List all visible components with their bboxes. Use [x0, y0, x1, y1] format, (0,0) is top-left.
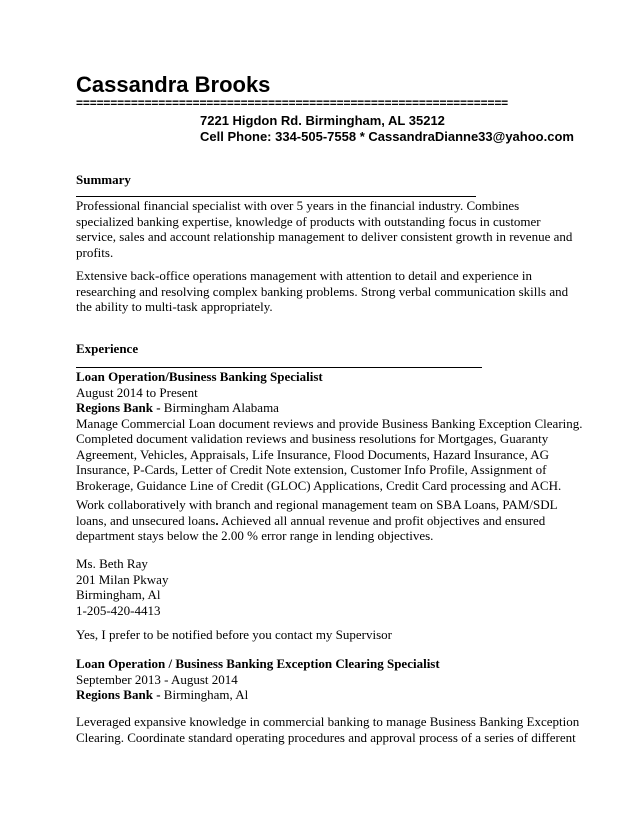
job-1-desc-2	[76, 497, 566, 544]
candidate-name: Cassandra Brooks	[76, 72, 271, 97]
job-desc-line	[76, 513, 566, 529]
summary-heading: Summary	[76, 172, 131, 187]
job-dates: August 2014 to Present	[76, 384, 198, 400]
job-employer-line	[76, 687, 566, 703]
summary-line: profits.	[76, 244, 114, 260]
summary-line: service, sales and account relationship management to deliver consistent growth in revenue and	[76, 229, 573, 244]
contact-phone-email: Cell Phone: 334-505-7558 * CassandraDianne33@yahoo.com	[200, 129, 574, 144]
job-2-desc	[76, 714, 580, 745]
summary-line: the ability to multi-task appropriately.	[76, 299, 273, 314]
job-desc-line: Brokerage, Guidance Line of Credit (GLOC) Applications, Credit Card processing and ACH.	[76, 477, 562, 493]
job-desc-line: Work collaboratively with branch and regional management team on SBA Loans, PAM/SDL	[76, 497, 558, 512]
job-2	[76, 656, 566, 703]
job-desc-line: Insurance, P-Cards, Letter of Credit Note extension, Customer Info Profile, Assignment of	[76, 462, 547, 477]
summary-line: Extensive back-office operations management with attention to detail and experience in	[76, 268, 533, 283]
experience-heading: Experience	[76, 341, 139, 356]
contact-note: Yes, I prefer to be notified before you contact my Supervisor	[76, 627, 393, 642]
employer-name: Regions Bank -	[76, 687, 164, 702]
desc-text: Achieved all annual revenue and profit objectives and ensured	[218, 512, 546, 528]
header-separator: ===============================================================	[76, 96, 509, 110]
job-desc-line: Completed document validation reviews and business resolutions for Mortgages, Guaranty	[76, 431, 549, 446]
summary-paragraph-2	[76, 268, 569, 315]
job-desc-line: department stays below the 2.00 % error range in lending objectives.	[76, 528, 434, 543]
job-title: Loan Operation / Business Banking Exception Clearing Specialist	[76, 656, 440, 671]
job-1-reference	[76, 556, 566, 618]
contact-address: 7221 Higdon Rd. Birmingham, AL 35212	[200, 113, 445, 128]
summary-line: researching and resolving complex banking problems. Strong verbal communication skills and	[76, 283, 569, 299]
desc-text: loans, and unsecured loans	[76, 512, 216, 528]
job-title: Loan Operation/Business Banking Specialist	[76, 369, 323, 384]
job-dates: September 2013 - August 2014	[76, 671, 238, 687]
reference-line: 201 Milan Pkway	[76, 571, 169, 587]
reference-line: Birmingham, Al	[76, 587, 161, 602]
job-desc-line: Leveraged expansive knowledge in commercial banking to manage Business Banking Exception	[76, 714, 580, 729]
summary-divider	[76, 196, 476, 197]
job-desc-line: Clearing. Coordinate standard operating procedures and approval process of a series of different	[76, 729, 576, 745]
reference-line: 1-205-420-4413	[76, 602, 161, 618]
experience-divider	[76, 367, 482, 368]
job-desc-line: Manage Commercial Loan document reviews and provide Business Banking Exception Clearing.	[76, 415, 583, 431]
job-1	[76, 369, 583, 493]
employer-location: Birmingham, Al	[163, 687, 249, 702]
job-1-contact-note	[76, 627, 566, 643]
job-desc-line: Agreement, Vehicles, Appraisals, Life Insurance, Flood Documents, Hazard Insurance, AG	[76, 446, 550, 462]
desc-period: .	[215, 512, 219, 528]
summary-line: Professional financial specialist with over 5 years in the financial industry. Combines	[76, 198, 520, 213]
reference-line: Ms. Beth Ray	[76, 556, 148, 571]
summary-line: specialized banking expertise, knowledge of products with outstanding focus in customer	[76, 213, 541, 229]
summary-paragraph-1	[76, 198, 573, 260]
employer-location: Birmingham Alabama	[163, 400, 279, 415]
employer-name: Regions Bank -	[76, 400, 164, 415]
job-employer-line	[76, 400, 566, 416]
